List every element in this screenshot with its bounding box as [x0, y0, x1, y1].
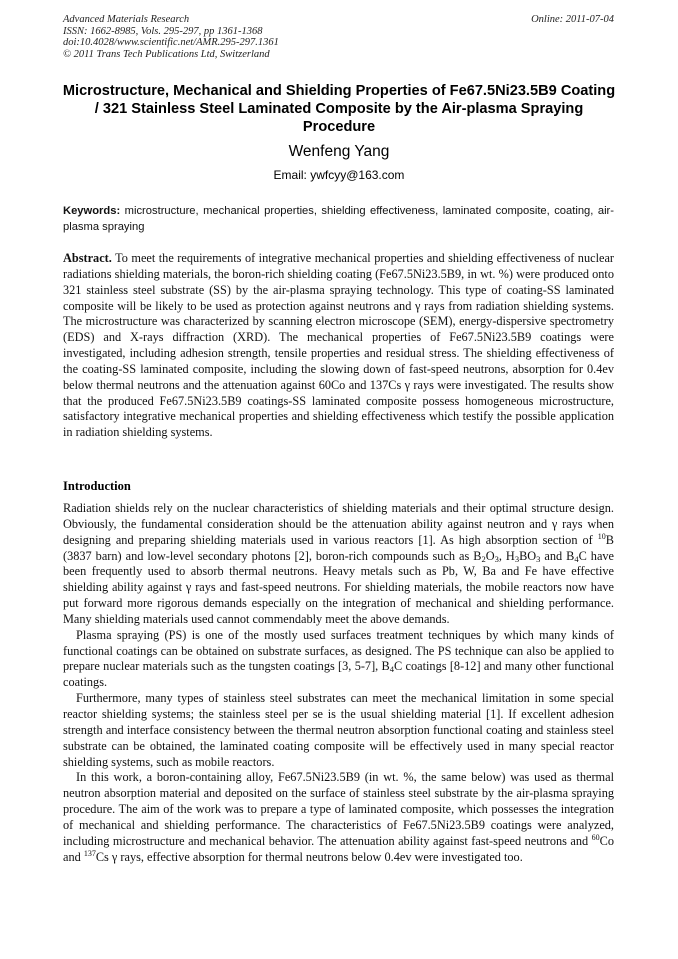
- abstract-label: Abstract.: [63, 251, 112, 265]
- abstract-block: [63, 251, 614, 441]
- copyright-line: © 2011 Trans Tech Publications Ltd, Switzerland: [63, 48, 270, 60]
- paper-title: Microstructure, Mechanical and Shielding Properties of Fe67.5Ni23.5B9 Coating / 321 Stainless Steel Laminated Composite by the Air-plasma Spraying Procedure: [62, 83, 616, 135]
- author-name: Wenfeng Yang: [288, 143, 390, 160]
- online-date: Online: 2011-07-04: [531, 14, 614, 25]
- journal-header: [63, 14, 279, 60]
- intro-paragraph-1: Radiation shields rely on the nuclear characteristics of shielding materials and their optimal structure design. Obviously, the fundamental consideration should be the attenuation ability against neutron and γ rays when designing and preparing shielding materials used in various reactors [1]. As high absorption section of $^{10}$B (3837 barn) and low-level secondary photons [2], boron-rich compounds such as $B_2O_3$, $H_3BO_3$ and $B_4C$ have been frequently used to absorb thermal neutrons. Heavy metals such as Pb, W, Ba and Fe have effective shielding ability against γ rays and fast-speed neutrons. For shielding materials, the mobile reactors now have put forward more rigorous demands especially on the integration of mechanical and shielding performance. Many shielding materials used cannot commendably meet the above demands.: [63, 501, 615, 626]
- section-heading-introduction: Introduction: [63, 479, 131, 493]
- doi-line[interactable]: doi:10.4028/www.scientific.net/AMR.295-297.1361: [63, 37, 279, 48]
- intro-paragraph-2: Plasma spraying (PS) is one of the mostly used surfaces treatment techniques by which many kinds of functional coatings can be obtained on substrate surfaces, as designed. The PS technique can also be applied to prepare nuclear materials such as the tungsten coatings [3, 5-7], $B_4C$ coatings [8-12] and many other functional coatings.: [63, 627, 614, 690]
- intro-paragraph-4: In this work, a boron-containing alloy, Fe67.5Ni23.5B9 (in wt. %, the same below) was used as thermal neutron absorption material and deposited on the surface of stainless steel substrate by the air-plasma spraying procedure. The aim of the work was to prepare a type of laminated composite, which possesses the integration of mechanical and shielding performance. The characteristics of Fe67.5Ni23.5B9 coatings were analyzed, including microstructure and mechanical behavior. The attenuation ability against fast-speed neutrons and $^{60}$Co and $^{137}$Cs γ rays, effective absorption for thermal neutrons below 0.4ev were investigated too.: [63, 770, 614, 864]
- abstract-text: To meet the requirements of integrative mechanical properties and shielding effectiveness of nuclear radiations shielding materials, the boron-rich shielding coating (Fe67.5Ni23.5B9, in wt. %) were produced onto 321 stainless steel substrate (SS) by the air-plasma spraying technology. This type of coating-SS laminated composite will be likely to be used as protection against neutrons and γ rays from radiation shielding systems. The microstructure was characterized by scanning electron microscope (SEM), energy-dispersive spectrometry (EDS) and X-rays diffraction (XRD). The mechanical properties of Fe67.5Ni23.5B9 coatings were investigated, including adhesion strength, tensile properties and residual stress. The shielding effectiveness of the coating-SS laminated composite, including the slowing down of fast-speed neutrons, absorption for 0.4ev below thermal neutrons and the attenuation against 60Co and 137Cs γ rays were investigated. The results show that the produced Fe67.5Ni23.5B9 coatings-SS laminated composite possess homogeneous microstructure, satisfactory integrative mechanical properties and shielding effectiveness which testify the possible application in radiation shielding systems.: [63, 251, 614, 440]
- introduction-body: [63, 501, 614, 865]
- keywords-text: microstructure, mechanical properties, shielding effectiveness, laminated composite, coating, air-plasma spraying: [63, 205, 614, 233]
- author-email[interactable]: Email: ywfcyy@163.com: [273, 168, 405, 182]
- keywords-label: Keywords:: [63, 205, 121, 217]
- keywords-block: [63, 204, 614, 235]
- journal-name: Advanced Materials Research: [63, 14, 190, 25]
- issn-line: ISSN: 1662-8985, Vols. 295-297, pp 1361-1368: [63, 25, 263, 37]
- intro-paragraph-3: Furthermore, many types of stainless steel substrates can meet the mechanical limitation in some special reactor shielding systems; the stainless steel per se is the usual shielding material [1]. If excellent adhesion strength and interface consistency between the thermal neutron absorption functional coating and stainless steel substrate can be obtained, the laminated coating composite will be effectively used in many special reactor shielding systems, such as mobile reactors.: [63, 691, 614, 769]
